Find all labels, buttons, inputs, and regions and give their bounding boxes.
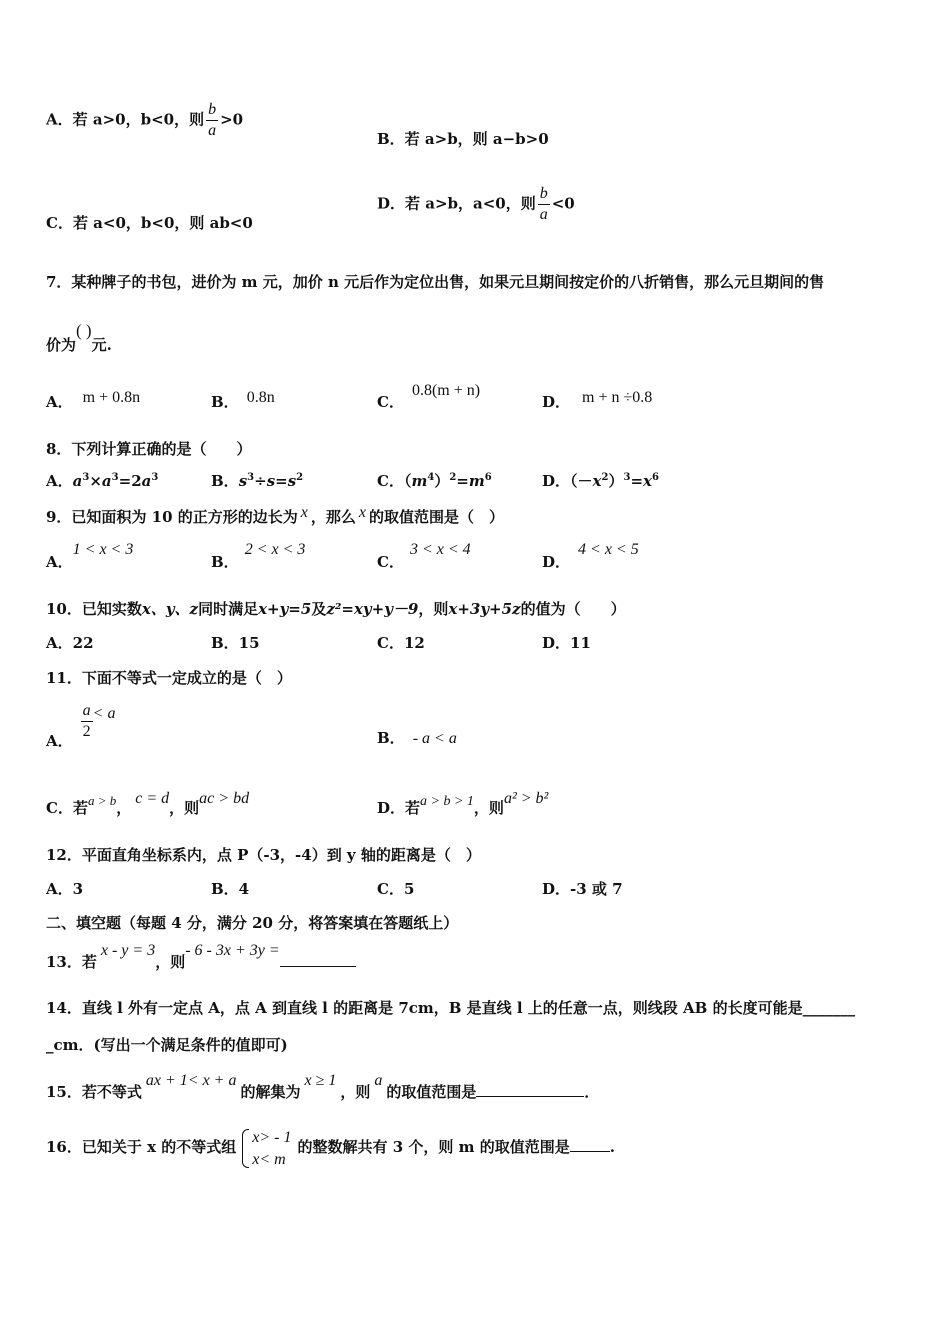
q16-end: . — [609, 1137, 615, 1156]
q16-tail: 的整数解共有 3 个，则 m 的取值范围是 — [297, 1137, 570, 1156]
q8-a-label: A． — [46, 472, 73, 490]
q9-c-value: 3 < x < 4 — [409, 541, 471, 558]
q15-var: a — [374, 1072, 383, 1089]
q8-d-label: D． — [542, 472, 571, 490]
q9-stem-c: 的取值范围是（ ） — [369, 508, 505, 526]
q11-a-fraction — [81, 703, 93, 740]
q7-option-d — [542, 391, 652, 412]
q10-option-d: D．11 — [542, 634, 591, 652]
q9-option-a — [46, 541, 134, 572]
q16-row2: x< m — [252, 1150, 286, 1168]
q7-c-label: C． — [377, 393, 404, 411]
q11-c-result: ac > bd — [199, 790, 250, 807]
q11-a-tail: < a — [92, 704, 116, 722]
q11-a-den: 2 — [82, 723, 91, 740]
q12-option-c: C．5 — [377, 880, 415, 898]
q7-a-label: A． — [46, 393, 73, 411]
q9-a-value: 1 < x < 3 — [72, 541, 134, 558]
q8-option-c: C．$(m^4)^2=m^6$ — [377, 472, 492, 490]
q10-vars: x、y、z — [141, 600, 199, 618]
q6-d-fraction — [538, 186, 550, 223]
q9-a-label: A． — [46, 553, 73, 571]
q10-target: x+3y+5z — [448, 600, 521, 618]
q7-b-value: 0.8n — [246, 389, 275, 406]
q11-option-c — [46, 790, 250, 818]
q9-b-value: 2 < x < 3 — [244, 541, 306, 558]
q7-paren: ( ) — [76, 321, 92, 340]
q8-option-b: B．$s^3\div s=s^2$ — [211, 472, 304, 490]
q7-stem-a: 价为 — [46, 336, 77, 354]
q8-stem: 8．下列计算正确的是（ ） — [46, 440, 252, 458]
q12-option-d: D．-3 或 7 — [542, 880, 623, 898]
q9-option-b — [211, 541, 306, 572]
q10-stem — [46, 598, 626, 619]
q6-option-a — [46, 102, 243, 139]
q15-mid: 的解集为 — [240, 1083, 301, 1101]
q10-option-c: C．12 — [377, 634, 425, 652]
q11-c-then: ，则 — [169, 799, 200, 817]
q11-d-then: ，则 — [473, 799, 504, 817]
q7-option-a — [46, 391, 140, 412]
q10-stem-a: 10．已知实数 — [46, 600, 142, 618]
q7-option-b — [211, 391, 275, 412]
q13-then: ，则 — [155, 953, 186, 971]
q16-answer-blank[interactable] — [570, 1135, 610, 1152]
q12-option-b: B．4 — [211, 880, 250, 898]
q9-stem-a: 9．已知面积为 10 的正方形的边长为 — [46, 508, 298, 526]
q11-option-a — [46, 702, 116, 750]
q9-option-c — [377, 541, 471, 572]
q11-c-label: C．若 — [46, 799, 88, 817]
q7-option-c — [377, 382, 481, 412]
q7-c-value: 0.8(m + n) — [411, 382, 481, 399]
q6-d-text: D．若 a>b，a<0，则 — [377, 194, 536, 213]
q11-b-value: - a < a — [412, 730, 457, 747]
q9-d-label: D． — [542, 553, 571, 571]
q6-d-tail: <0 — [551, 194, 575, 213]
q16-inequality-system — [242, 1127, 291, 1170]
q7-a-value: m + 0.8n — [82, 389, 141, 406]
q13-label: 13．若 — [46, 953, 97, 971]
q6-d-num: b — [538, 186, 550, 205]
q6-option-b: B．若 a>b，则 a−b>0 — [377, 130, 549, 148]
q15-then: ，则 — [340, 1083, 371, 1101]
q14-line2: _cm．(写出一个满足条件的值即可) — [46, 1036, 288, 1054]
q6-d-den: a — [539, 206, 548, 223]
q11-b-label: B． — [377, 729, 405, 747]
q16-label: 16．已知关于 x 的不等式组 — [46, 1137, 237, 1156]
q9-var-2: x — [358, 504, 366, 521]
q15 — [46, 1072, 600, 1102]
q11-a-num: a — [81, 703, 93, 722]
q9-option-d — [542, 541, 639, 572]
q11-d-label: D．若 — [377, 799, 421, 817]
q6-option-c: C．若 a<0，b<0，则 ab<0 — [46, 214, 253, 232]
q10-option-a: A．22 — [46, 634, 94, 652]
q10-stem-c: 及 — [311, 600, 327, 618]
q8-option-a: A．$a^3\times a^3=2a^3$ — [46, 472, 159, 490]
section-heading-fill-in: 二、填空题（每题 4 分，满分 20 分，将答案填在答题纸上） — [46, 914, 459, 932]
q11-d-result: a² > b² — [503, 790, 549, 807]
q10-option-b: B．15 — [211, 634, 260, 652]
q11-c-cond2: c = d — [135, 790, 170, 807]
q8-c-label: C． — [377, 472, 404, 490]
q9-var-1: x — [300, 504, 308, 521]
q13 — [46, 942, 356, 972]
brace-icon — [242, 1129, 249, 1168]
q11-d-cond: a > b > 1 — [420, 794, 474, 809]
q15-answer-blank[interactable] — [476, 1080, 584, 1097]
q10-stem-b: 同时满足 — [198, 600, 259, 618]
q8-b-label: B． — [211, 472, 239, 490]
q7-stem-line1: 7．某种牌子的书包，进价为 m 元，加价 n 元后作为定位出售，如果元旦期间按定价的八折销售，那么元旦期间的售 — [46, 273, 825, 291]
q11-option-b — [377, 727, 457, 748]
q16 — [46, 1127, 615, 1170]
q11-c-comma: ， — [116, 799, 132, 817]
q9-stem — [46, 506, 504, 527]
q15-label: 15．若不等式 — [46, 1083, 142, 1101]
q10-stem-d: ，则 — [418, 600, 449, 618]
q9-b-label: B． — [211, 553, 239, 571]
q11-c-cond1: a > b — [87, 793, 117, 808]
q15-inequality: ax + 1< x + a — [145, 1072, 237, 1089]
q7-b-label: B． — [211, 393, 239, 411]
q13-answer-blank[interactable] — [280, 950, 356, 967]
q8-option-d: D．$(-x^2)^3=x^6$ — [542, 472, 659, 490]
q7-d-value: m + n ÷0.8 — [582, 389, 653, 406]
q7-stem-line2 — [46, 320, 112, 354]
q10-stem-e: 的值为（ ） — [520, 600, 626, 618]
q13-expr: - 6 - 3x + 3y = — [185, 942, 280, 959]
q16-row1: x> - 1 — [252, 1129, 292, 1146]
q10-cond1: x+y=5 — [258, 600, 312, 618]
q6-option-d — [377, 186, 575, 223]
q6-a-text: A．若 a>0，b<0，则 — [46, 110, 205, 129]
q9-stem-b: ，那么 — [310, 508, 356, 526]
q6-a-den: a — [208, 122, 217, 139]
q6-a-tail: >0 — [220, 110, 244, 129]
q14-line1: 14．直线 l 外有一定点 A，点 A 到直线 l 的距离是 7cm，B 是直线 l 上的任意一点，则线段 AB 的长度可能是_______ — [46, 999, 856, 1017]
q9-c-label: C． — [377, 553, 404, 571]
q11-stem: 11．下面不等式一定成立的是（ ） — [46, 669, 292, 687]
q11-a-label: A． — [46, 731, 73, 750]
q13-cond: x - y = 3 — [100, 942, 156, 959]
q11-option-d — [377, 790, 549, 818]
q12-option-a: A．3 — [46, 880, 84, 898]
q15-tail: 的取值范围是 — [386, 1083, 477, 1101]
q7-d-label: D． — [542, 393, 571, 411]
q6-a-fraction — [206, 102, 218, 139]
q10-cond2: z²=xy+y－9 — [326, 600, 419, 618]
q12-stem: 12．平面直角坐标系内，点 P（-3，-4）到 y 轴的距离是（ ） — [46, 846, 481, 864]
q15-solution: x ≥ 1 — [304, 1072, 337, 1089]
q7-stem-b: 元. — [91, 336, 112, 354]
q9-d-value: 4 < x < 5 — [578, 541, 639, 558]
q6-a-num: b — [206, 102, 218, 121]
q15-end: ． — [584, 1083, 600, 1101]
